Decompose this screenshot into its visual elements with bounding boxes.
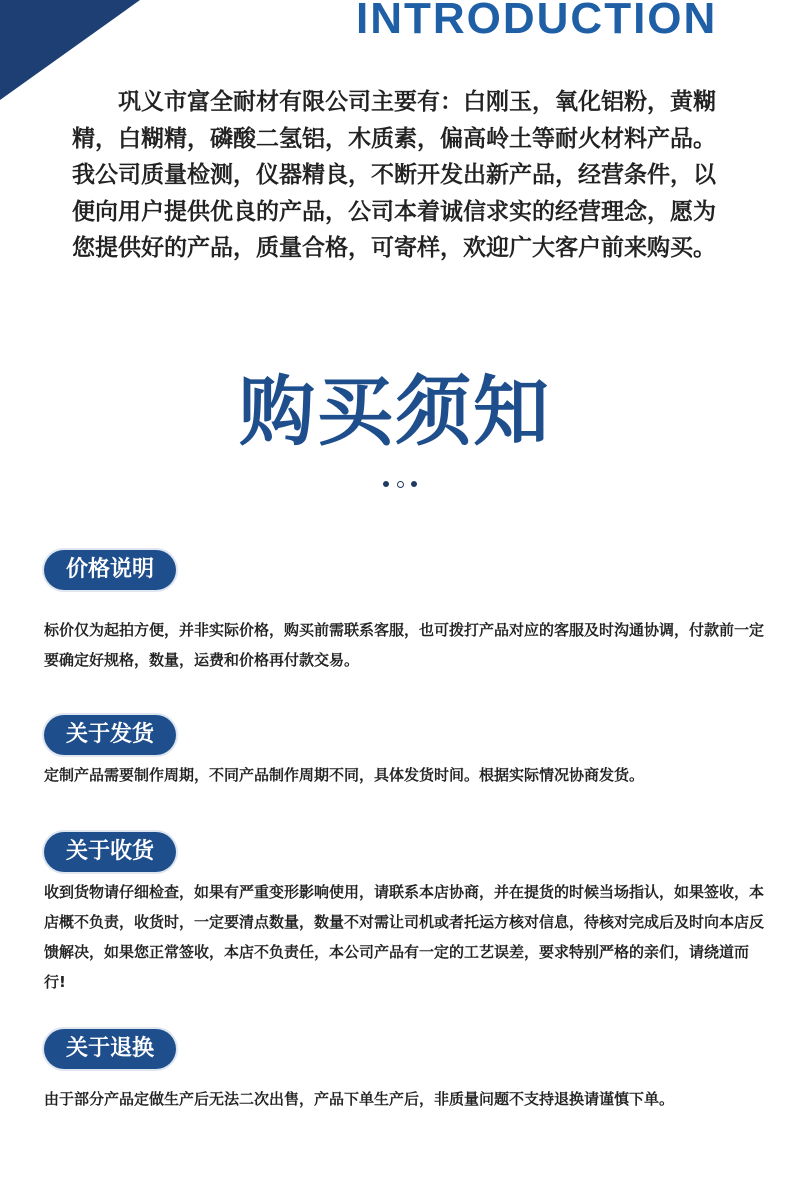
section-label-shipping: 关于发货	[44, 715, 176, 755]
dot-hollow-icon	[397, 481, 404, 488]
section-label-price: 价格说明	[44, 550, 176, 590]
dots-divider	[383, 479, 417, 489]
section-text-shipping: 定制产品需要制作周期，不同产品制作周期不同，具体发货时间。根据实际情况协商发货。	[44, 766, 645, 784]
dot-icon	[411, 481, 417, 487]
purchase-notice-title: 购买须知	[239, 367, 551, 456]
section-text-price: 标价仅为起拍方便，并非实际价格，购买前需联系客服，也可拨打产品对应的客服及时沟通协调，付款前一定要确定好规格，数量，运费和价格再付款交易。	[44, 621, 765, 669]
intro-title: INTRODUCTION	[356, 0, 718, 43]
dot-icon	[383, 481, 389, 487]
intro-paragraph: 巩义市富全耐材有限公司主要有：白刚玉，氧化铝粉，黄糊精，白糊精，磷酸二氢铝，木质素，偏高岭土等耐火材料产品。我公司质量检测，仪器精良，不断开发出新产品，经营条件，以便向用户提供优良的产品，公司本着诚信求实的经营理念，愿为您提供好的产品，质量合格，可寄样，欢迎广大客户前来购买。	[72, 89, 716, 261]
section-label-receiving: 关于收货	[44, 832, 176, 872]
section-text-receiving: 收到货物请仔细检查，如果有严重变形影响使用，请联系本店协商，并在提货的时候当场指认，如果签收，本店概不负责，收货时，一定要清点数量，数量不对需让司机或者托运方核对信息，待核对完成后及时向本店反馈解决，如果您正常签收，本店不负责任，本公司产品有一定的工艺误差，要求特别严格的亲们，请绕道而行!	[44, 883, 765, 991]
section-text-returns: 由于部分产品定做生产后无法二次出售，产品下单生产后，非质量问题不支持退换请谨慎下单。	[44, 1090, 675, 1108]
section-label-returns: 关于退换	[44, 1029, 176, 1069]
